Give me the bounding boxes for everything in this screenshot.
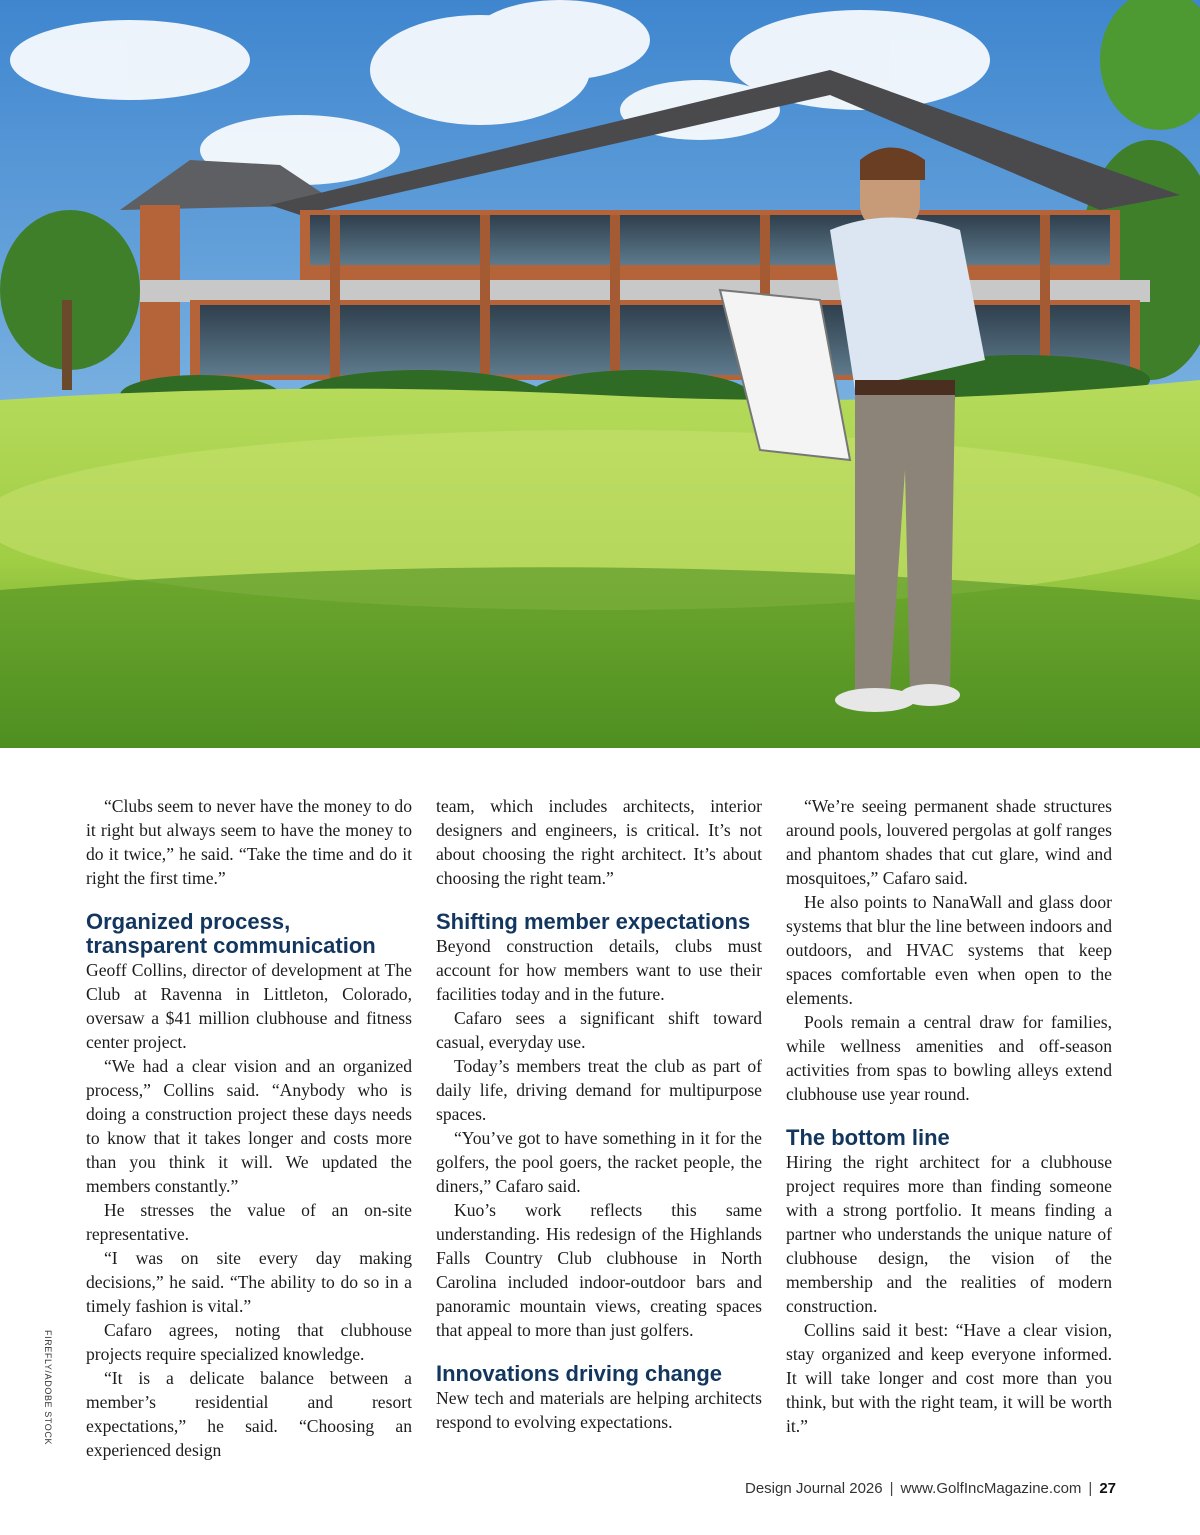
website-link[interactable]: www.GolfIncMagazine.com: [900, 1480, 1082, 1497]
publication-name: Design Journal 2026: [745, 1480, 883, 1497]
clubhouse-illustration: [0, 0, 1200, 748]
paragraph: “I was on site every day making decisions,” he said. “The ability to do so in a timely fashion is vital.”: [86, 1248, 412, 1316]
paragraph: New tech and materials are helping architects respond to evolving expectations.: [436, 1388, 762, 1432]
paragraph: “We’re seeing permanent shade structures around pools, louvered pergolas at golf ranges and phantom shades that cut glare, wind and mosquitoes,” Cafaro said.: [786, 796, 1112, 888]
paragraph: Cafaro sees a significant shift toward casual, everyday use.: [436, 1008, 762, 1052]
section-heading: Innovations driving change: [436, 1361, 723, 1386]
paragraph: Pools remain a central draw for families, while wellness amenities and off-season activities from spas to bowling alleys extend clubhouse use year round.: [786, 1012, 1112, 1104]
paragraph: “Clubs seem to never have the money to do it right but always seem to have the money to do it twice,” he said. “Take the time and do it right the first time.”: [86, 796, 412, 888]
paragraph: Kuo’s work reflects this same understanding. His redesign of the Highlands Falls Country Club clubhouse in North Carolina included indoor-outdoor bars and panoramic mountain views, creating spaces that appeal to more than just golfers.: [436, 1200, 762, 1340]
page-footer: Design Journal 2026 | www.GolfIncMagazine.com | 27: [745, 1480, 1116, 1497]
section-heading: The bottom line: [786, 1125, 950, 1150]
paragraph: team, which includes architects, interior designers and engineers, is critical. It’s not about choosing the right architect. It’s about choosing the right team.”: [436, 796, 762, 888]
paragraph: Hiring the right architect for a clubhouse project requires more than finding someone with a strong portfolio. It means finding a partner who understands the unique nature of clubhouse design, the vision of the membership and the realities of modern construction.: [786, 1152, 1112, 1316]
text-column-3: [786, 794, 1112, 1438]
paragraph: Geoff Collins, director of development at The Club at Ravenna in Littleton, Colorado, oversaw a $41 million clubhouse and fitness center project.: [86, 960, 412, 1052]
page-number: 27: [1099, 1480, 1116, 1497]
text-column-1: [86, 794, 412, 1462]
text-column-2: [436, 794, 762, 1434]
paragraph: Cafaro agrees, noting that clubhouse projects require specialized knowledge.: [86, 1320, 412, 1364]
paragraph: “It is a delicate balance between a member’s residential and resort expectations,” he said. “Choosing an experienced design: [86, 1368, 412, 1460]
photo-credit: FIREFLY/ADOBE STOCK: [43, 1330, 53, 1446]
paragraph: “You’ve got to have something in it for the golfers, the pool goers, the racket people, the diners,” Cafaro said.: [436, 1128, 762, 1196]
paragraph: He also points to NanaWall and glass door systems that blur the line between indoors and outdoors, and HVAC systems that keep spaces comfortable even when open to the elements.: [786, 892, 1112, 1008]
paragraph: “We had a clear vision and an organized process,” Collins said. “Anybody who is doing a construction project these days needs to know that it takes longer and costs more than you think it will. We updated the members constantly.”: [86, 1056, 412, 1196]
section-heading: Shifting member expectations: [436, 909, 751, 934]
paragraph: Beyond construction details, clubs must account for how members want to use their facilities today and in the future.: [436, 936, 762, 1004]
section-heading: Organized process, transparent communication: [86, 909, 376, 958]
paragraph: Collins said it best: “Have a clear vision, stay organized and keep everyone informed. It will take longer and cost more than you think, but with the right team, it will be worth it.”: [786, 1320, 1112, 1436]
paragraph: He stresses the value of an on-site representative.: [86, 1200, 412, 1244]
paragraph: Today’s members treat the club as part of daily life, driving demand for multipurpose spaces.: [436, 1056, 762, 1124]
